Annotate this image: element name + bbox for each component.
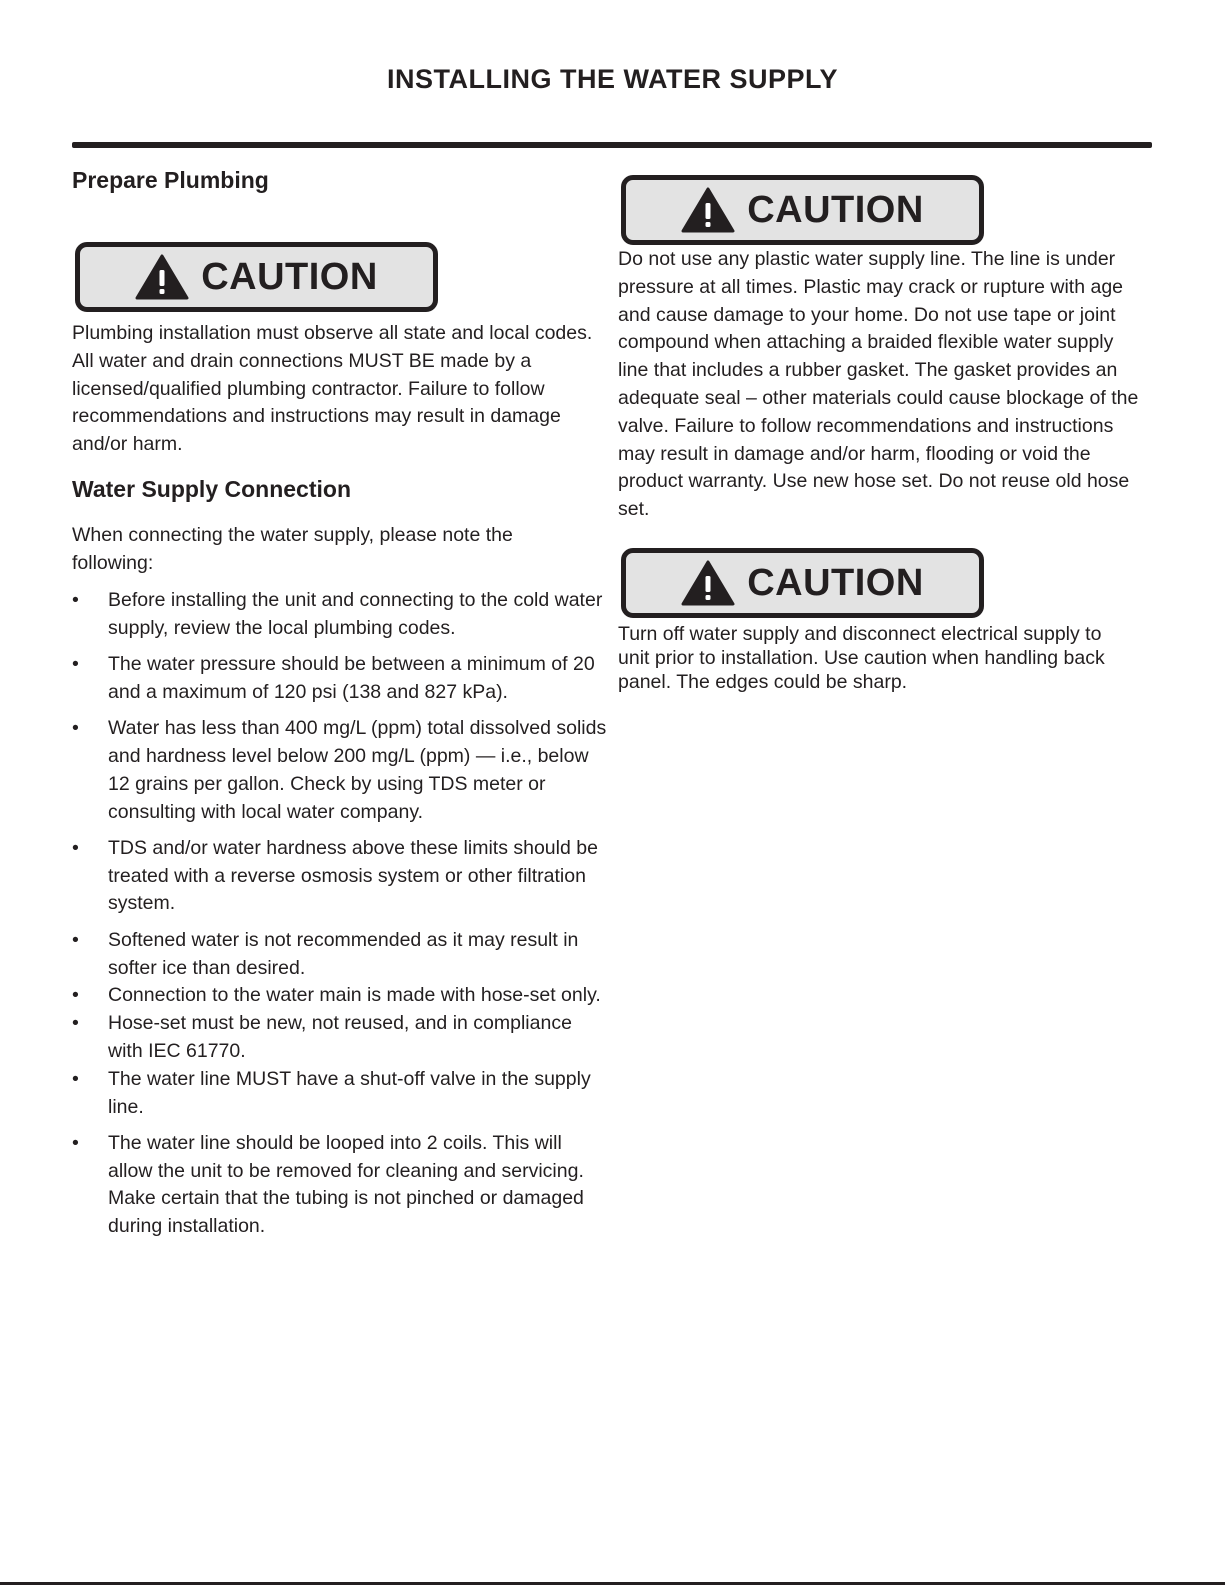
bullet-marker: • [72,1131,79,1154]
list-item-text: The water line MUST have a shut-off valve in the supply line. [108,1067,591,1118]
list-item [72,587,607,643]
list-item [72,835,607,918]
prepare-plumbing-heading: Prepare Plumbing [72,167,269,193]
warning-triangle-icon [135,254,189,300]
prepare-plumbing-text: Plumbing installation must observe all state and local codes. All water and drain connections MUST BE made by a licensed/qualified plumbing contractor. Failure to follow recommendations and instructions may result in damage and/or harm. [72,322,593,456]
bullet-marker: • [72,717,79,740]
caution-label: CAUTION [747,561,924,604]
list-item [72,927,607,983]
caution-banner-electrical [621,548,984,618]
bullet-marker: • [72,1067,79,1090]
list-item [72,1130,607,1241]
list-item [72,651,607,707]
caution-electrical-text: Turn off water supply and disconnect electrical supply to unit prior to installation. Use caution when handling back panel. The edges could be sharp. [618,623,1105,693]
page-title: INSTALLING THE WATER SUPPLY [386,64,839,94]
list-item-text: Hose-set must be new, not reused, and in compliance with IEC 61770. [108,1012,572,1062]
caution-plastic-line-text: Do not use any plastic water supply line. The line is under pressure at all times. Plastic may crack or rupture with age and cause damage to your home. Do not use tape or joint compound when attaching a braided flexible water supply line that includes a rubber gasket. The gasket provides an adequate seal – other materials could cause blockage of the valve. Failure to follow recommendations and instructions may result in damage and/or harm, flooding or void the product warranty. Use new hose set. Do not reuse old hose set. [618,248,1139,521]
list-item-text: TDS and/or water hardness above these limits should be treated with a reverse osmosis system or other filtration system. [108,836,598,915]
list-item [72,1066,607,1122]
caution-banner-prepare [75,242,438,312]
list-item [72,715,607,826]
list-item-text: Softened water is not recommended as it may result in softer ice than desired. [108,928,579,979]
list-item-text: Water has less than 400 mg/L (ppm) total dissolved solids and hardness level below 200 mg/L (ppm) — i.e., below 12 grains per gallon. Check by using TDS meter or consulting with local water company. [108,717,607,823]
water-supply-heading: Water Supply Connection [72,476,351,502]
caution-banner-plastic-line [621,175,984,245]
caution-label: CAUTION [747,188,924,231]
bullet-marker: • [72,984,79,1007]
title-divider [72,142,1152,148]
list-item [72,982,607,1010]
bullet-marker: • [72,1012,79,1035]
bullet-marker: • [72,928,79,951]
list-item-text: The water pressure should be between a minimum of 20 and a maximum of 120 psi (138 and 827 kPa). [108,653,595,703]
caution-label: CAUTION [201,255,378,298]
bullet-marker: • [72,653,79,676]
bullet-marker: • [72,836,79,859]
list-item-text: Before installing the unit and connecting to the cold water supply, review the local plumbing codes. [108,589,603,639]
warning-triangle-icon [681,560,735,606]
warning-triangle-icon [681,187,735,233]
list-item [72,1010,607,1066]
water-supply-requirements-list [72,587,607,1241]
water-supply-intro: When connecting the water supply, please note the following: [72,524,513,574]
list-item-text: The water line should be looped into 2 coils. This will allow the unit to be removed for cleaning and servicing. Make certain that the tubing is not pinched or damaged during installation. [108,1131,584,1238]
bullet-marker: • [72,589,79,611]
list-item-text: Connection to the water main is made with hose-set only. [108,984,601,1007]
